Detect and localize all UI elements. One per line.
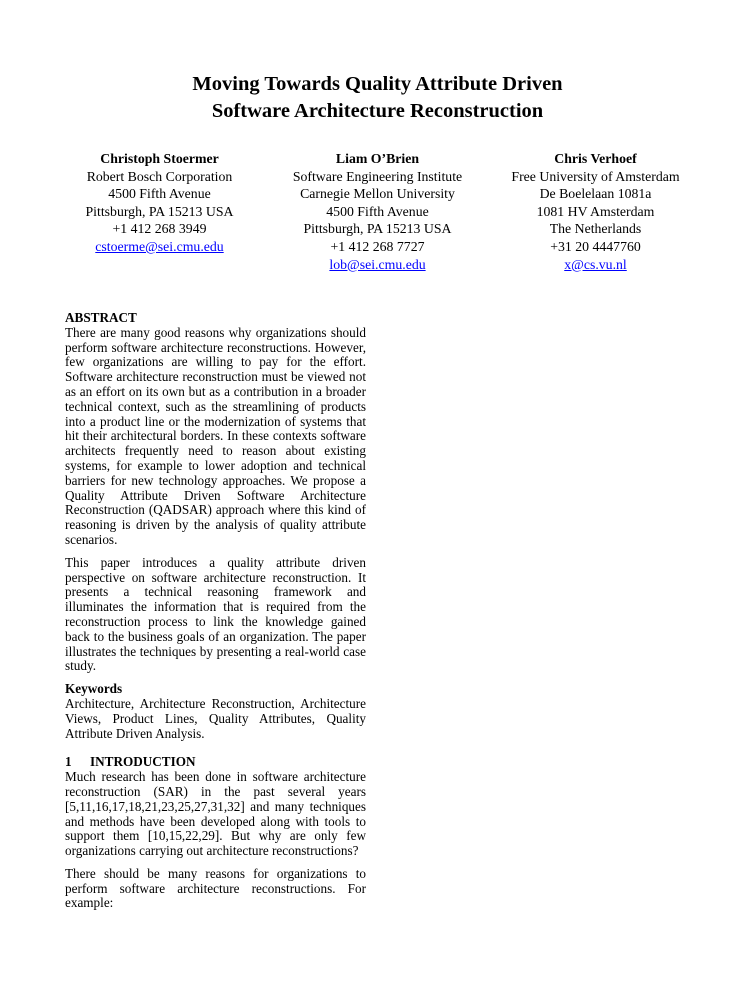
paper-title <box>0 0 755 125</box>
author-name: Christoph Stoermer <box>100 151 219 166</box>
author-affiliation-line: Free University of Amsterdam <box>511 168 680 184</box>
keywords-text: Architecture, Architecture Reconstruction, Architecture Views, Product Lines, Quality Attributes, Quality Attribute Driven Analysis. <box>65 695 366 741</box>
author-city-line: 1081 HV Amsterdam <box>536 203 655 219</box>
author-city-line: Pittsburgh, PA 15213 USA <box>303 221 452 237</box>
author-phone-line: +1 412 268 3949 <box>112 221 207 237</box>
author-country-line: The Netherlands <box>549 221 642 237</box>
paper-title-line-1: Moving Towards Quality Attribute Driven <box>192 73 563 95</box>
author-city-line: Pittsburgh, PA 15213 USA <box>85 203 234 219</box>
abstract-paragraph-1: There are many good reasons why organizations should perform software architecture reconstructions. However, few organizations are willing to pay for the effort. Software architecture reconstruction must be viewed not as an effort on its own but as a contribution in a broader technical context, such as the streamlining of products into a product line or the modernization of systems that hit their architectural borders. In these contexts software architects frequently need to reason about existing systems, for example to lower adoption and technical barriers for new technology approaches. We propose a Quality Attribute Driven Software Architecture Reconstruction (QADSAR) approach where this kind of reasoning is driven by the analysis of quality attribute scenarios. <box>65 324 366 547</box>
abstract-heading: ABSTRACT <box>65 310 137 325</box>
abstract-paragraph-2: This paper introduces a quality attribute driven perspective on software architecture reconstruction. It presents a technical reasoning framework and illuminates the information that is required from the reconstruction process to link the knowledge gained back to the business goals of an organization. The paper illustrates the techniques by presenting a real-world case study. <box>65 554 366 674</box>
author-affiliation-line: Software Engineering Institute <box>292 168 463 184</box>
author-column-3 <box>487 150 705 273</box>
section-heading-introduction <box>65 755 366 770</box>
author-name: Chris Verhoef <box>554 151 637 166</box>
author-email-link[interactable]: x@cs.vu.nl <box>564 256 627 272</box>
introduction-paragraph-1: Much research has been done in software architecture reconstruction (SAR) in the past several years [5,11,16,17,18,21,23,25,27,31,32] and many techniques and methods have been developed along with tools to support them [10,15,22,29]. But why are only few organizations carrying out architecture reconstructions? <box>65 769 366 859</box>
paper-title-line-2: Software Architecture Reconstruction <box>211 100 544 122</box>
author-affiliation-line: Carnegie Mellon University <box>300 186 455 202</box>
author-name: Liam O’Brien <box>335 151 420 166</box>
author-email-link[interactable]: lob@sei.cmu.edu <box>329 256 426 272</box>
author-email-link[interactable]: cstoerme@sei.cmu.edu <box>95 238 224 254</box>
keywords-heading: Keywords <box>65 681 123 697</box>
left-text-column <box>65 311 366 919</box>
introduction-paragraph-2: There should be many reasons for organizations to perform software architecture reconstructions. For example: <box>65 865 366 911</box>
author-address-line: 4500 Fifth Avenue <box>326 203 429 219</box>
section-title: INTRODUCTION <box>90 754 196 770</box>
authors-row <box>0 150 755 273</box>
author-address-line: 4500 Fifth Avenue <box>108 186 211 202</box>
author-phone-line: +1 412 268 7727 <box>330 238 425 254</box>
section-number: 1 <box>65 754 72 770</box>
author-column-1 <box>51 150 269 273</box>
author-affiliation-line: Robert Bosch Corporation <box>86 168 233 184</box>
author-phone-line: +31 20 4447760 <box>550 238 641 254</box>
author-column-2 <box>269 150 487 273</box>
author-address-line: De Boelelaan 1081a <box>539 186 652 202</box>
